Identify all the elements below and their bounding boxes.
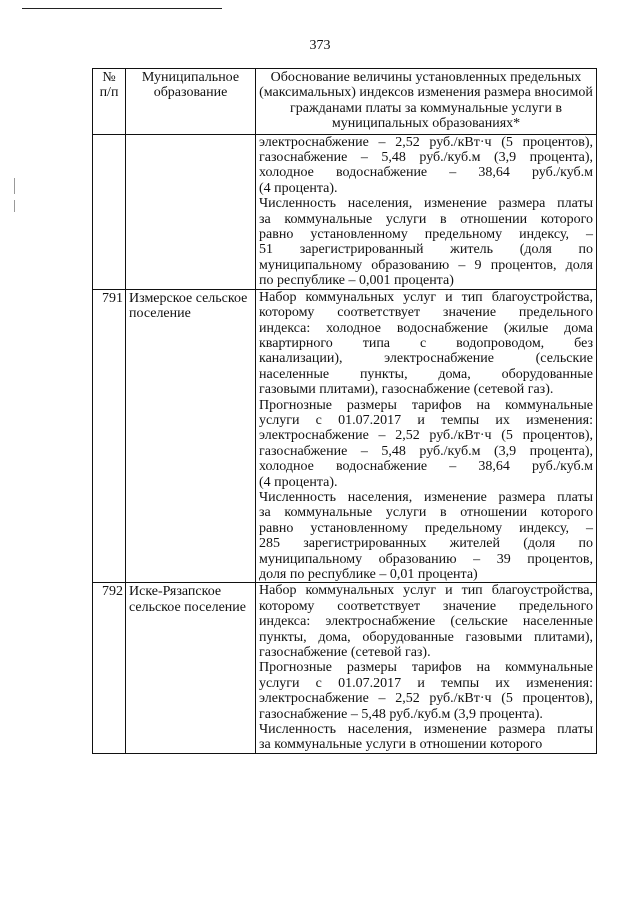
municipality-name: Иске-Рязапское сельское поселение xyxy=(126,583,256,753)
text-line: газоснабжение (сетевой газ). xyxy=(259,645,431,661)
municipality-name: Измерское сельское поселение xyxy=(126,289,256,583)
text-line: 51 зарегистрированный житель (доля по xyxy=(259,242,593,258)
text-line: электроснабжение – 2,52 руб./кВт·ч (5 процентов), xyxy=(259,428,593,444)
justification-paragraph xyxy=(259,135,593,197)
table-row-continuation xyxy=(93,134,597,289)
text-line: доля по республике – 0,01 процента) xyxy=(259,567,478,582)
justification-paragraph xyxy=(259,583,593,660)
justification-paragraph xyxy=(259,196,593,288)
table-row xyxy=(93,583,597,753)
text-line: газоснабжение – 5,48 руб./куб.м (3,9 процента), xyxy=(259,443,593,459)
text-line: квартирного типа с водопроводом, без xyxy=(259,335,593,351)
justification-cell xyxy=(256,134,597,289)
row-number: 792 xyxy=(93,583,126,753)
text-line: равно установленному предельному индексу, – xyxy=(259,520,593,536)
header-justification: Обоснование величины установленных предельных (максимальных) индексов изменения размера вносимой гражданами платы за коммунальные услуги в муниципальных образованиях* xyxy=(256,69,597,135)
text-line: Численность населения, изменение размера платы xyxy=(259,722,593,738)
text-line: равно установленному предельному индексу, – xyxy=(259,227,593,243)
justification-paragraph xyxy=(259,722,593,753)
text-line: холодное водоснабжение – 38,64 руб./куб.м xyxy=(259,165,593,181)
text-line: Набор коммунальных услуг и тип благоустройства, xyxy=(259,583,593,599)
text-line: услуги с 01.07.2017 и темпы их изменения: xyxy=(259,412,593,428)
top-scan-line xyxy=(22,8,222,9)
text-line: газовыми плитами), газоснабжение (сетевой газ). xyxy=(259,382,554,398)
justification-paragraph xyxy=(259,490,593,582)
justification-cell xyxy=(256,289,597,583)
tariff-table xyxy=(92,68,597,754)
text-line: электроснабжение – 2,52 руб./кВт·ч (5 процентов), xyxy=(259,691,593,707)
text-line: муниципальному образованию – 9 процентов, доля xyxy=(259,257,593,273)
text-line: газоснабжение – 5,48 руб./куб.м (3,9 процента). xyxy=(259,706,543,722)
header-municipality: Муниципальное образование xyxy=(126,69,256,135)
text-line: Численность населения, изменение размера платы xyxy=(259,489,593,505)
text-line: газоснабжение – 5,48 руб./куб.м (3,9 процента), xyxy=(259,150,593,166)
justification-cell xyxy=(256,583,597,753)
justification-paragraph xyxy=(259,398,593,490)
text-line: (4 процента). xyxy=(259,180,338,196)
text-line: канализации), электроснабжение (сельские xyxy=(259,351,593,367)
text-line: Набор коммунальных услуг и тип благоустройства, xyxy=(259,289,593,305)
text-line: электроснабжение – 2,52 руб./кВт·ч (5 процентов), xyxy=(259,134,593,150)
row-number: 791 xyxy=(93,289,126,583)
text-line: услуги с 01.07.2017 и темпы их изменения: xyxy=(259,675,593,691)
text-line: за коммунальные услуги в отношении которого xyxy=(259,211,593,227)
text-line: по республике – 0,001 процента) xyxy=(259,273,454,289)
header-num: № п/п xyxy=(93,69,126,135)
text-line: муниципальному образованию – 39 процентов, xyxy=(259,551,593,567)
row-number xyxy=(93,134,126,289)
text-line: Прогнозные размеры тарифов на коммунальные xyxy=(259,397,593,413)
text-line: которому соответствует значение предельного xyxy=(259,598,593,614)
text-line: индекса: холодное водоснабжение (жилые дома xyxy=(259,320,593,336)
text-line: (4 процента). xyxy=(259,474,338,490)
page-number: 373 xyxy=(309,38,331,53)
municipality-name xyxy=(126,134,256,289)
justification-paragraph xyxy=(259,290,593,398)
table-header-row xyxy=(93,69,597,135)
scan-mark xyxy=(14,178,15,194)
text-line: индекса: электроснабжение (сельские населенные xyxy=(259,614,593,630)
text-line: пункты, дома, оборудованные газовыми плитами), xyxy=(259,629,593,645)
table-row xyxy=(93,289,597,583)
text-line: которому соответствует значение предельного xyxy=(259,305,593,321)
text-line: Прогнозные размеры тарифов на коммунальные xyxy=(259,660,593,676)
text-line: населенные пункты, дома, оборудованные xyxy=(259,366,593,382)
scan-mark xyxy=(14,200,15,212)
text-line: за коммунальные услуги в отношении которого xyxy=(259,505,593,521)
justification-paragraph xyxy=(259,660,593,722)
text-line: 285 зарегистрированных жителей (доля по xyxy=(259,536,593,552)
text-line: Численность населения, изменение размера платы xyxy=(259,196,593,212)
text-line: за коммунальные услуги в отношении которого xyxy=(259,737,543,753)
text-line: холодное водоснабжение – 38,64 руб./куб.м xyxy=(259,459,593,475)
